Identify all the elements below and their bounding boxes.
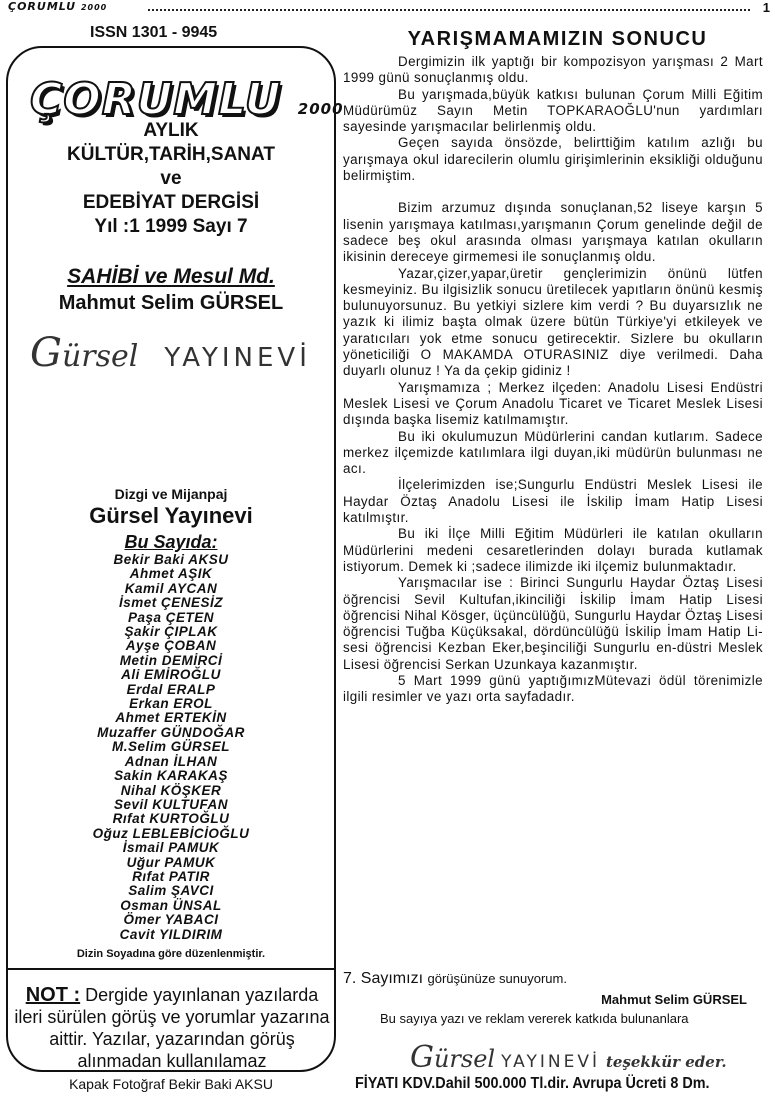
contributor-name: Ali EMİROĞLU [121, 667, 221, 683]
contributor-name: Nihal KÖŞKER [120, 782, 222, 798]
publisher-logo [30, 330, 311, 376]
contributor-name: Ayşe ÇOBAN [125, 638, 217, 654]
magazine-logo-text: ÇORUMLU [30, 74, 282, 125]
article-paragraph: 5 Mart 1999 günü yaptığımızMütevazi ödül törenimizle ilgili resimler ve yazı orta sayfadadır. [343, 672, 763, 705]
contributor-name: Şakir ÇIPLAK [124, 624, 218, 640]
note-text: Dergide yayınlanan yazılarda ileri sürülen görüş ve yorumlar yazarına aittir. Yazılar, yazarından görüş alınmadan kullanılamaz [14, 985, 330, 1071]
article-paragraph: Bizim arzumuz dışında sonuçlanan,52 liseye karşın 5 lisenin yarışmaya katılması,yarışmanın Çorum genelinde değil de sadece beş okul arasında olması yarışmaya katılan okulların ikisinin dereceye girmemesi ile sonuçlanmış oldu. [343, 200, 763, 265]
contributor-name: Ahmet AŞIK [129, 566, 213, 582]
article-title: YARIŞMAMAMIZIN SONUCU [407, 28, 708, 50]
article-paragraph: Yazar,çizer,yapar,üretir gençlerimizin önünü lütfen kesmeyiniz. Bu ilgisizlik sonucu üretilecek yapıtların önünü kesmiş bulunuyorsunuz. Bu yetkiyi sizlere kim verdi ? Bu duyarsızlık ne yazık ki ilimiz başta olmak üzere bütün Türkiye'yi etkileyek ve yaratıcıları yok etme sonucu getirecektir. Sizlere bu okulların yöneticiliği O MAKAMDA OTURASINIZ diye verilmedi. Daha duyarlı olunuz ! Ya da çekip gidiniz ! [343, 265, 763, 379]
contributors-heading: Bu Sayıda: [124, 532, 218, 552]
acknowledgement: Bu sayıya yazı ve reklam vererek katkıda bulunanlara [380, 1011, 689, 1026]
page-number: 1 [762, 0, 770, 15]
contributor-name: Sevil KULTUFAN [113, 796, 228, 812]
magazine-logo [30, 74, 344, 125]
contributor-name: Adnan İLHAN [124, 753, 218, 769]
thanks-logo-yayinevi: YAYINEVİ [501, 1052, 600, 1072]
contributor-name: Erdal ERALP [126, 681, 216, 697]
thanks-logo-rest: ürsel [433, 1045, 496, 1073]
article-paragraph: Bu yarışmada,büyük katkısı bulunan Çorum Milli Eğitim Müdürümüz Sayın Metin TOPKARAOĞLU'nun yardımları sayesinde yarışmacılar belirlenmiş oldu. [343, 86, 763, 135]
header-dotted-rule [148, 9, 750, 11]
page-header [8, 0, 770, 16]
contributors-note: Dizin Soyadına göre düzenlenmiştir. [76, 948, 266, 960]
masthead-line-5: Yıl :1 1999 Sayı 7 [94, 216, 248, 237]
owner-name: Mahmut Selim GÜRSEL [58, 292, 284, 314]
article-closing [343, 970, 567, 988]
masthead-line-4: EDEBİYAT DERGİSİ [82, 192, 260, 213]
contributor-name: Erkan EROL [129, 696, 213, 712]
contributor-name: Osman ÜNSAL [120, 897, 222, 913]
contributor-name: Ahmet ERTEKİN [115, 710, 227, 726]
contributor-name: İsmail PAMUK [122, 840, 220, 856]
header-logo-year: 2000 [80, 3, 108, 12]
article-paragraph: Yarışmamıza ; Merkez ilçeden: Anadolu Lisesi Endüstri Meslek Lisesi ve Çorum Anadolu Ticaret ve Ticaret Meslek Lisesi dışında başka lisemiz katılmamıştır. [343, 379, 763, 428]
note-label: NOT : [25, 984, 81, 1006]
article-signer: Mahmut Selim GÜRSEL [601, 992, 747, 1007]
masthead-line-2: KÜLTÜR,TARİH,SANAT [67, 144, 275, 165]
article-paragraph: Yarışmacılar ise : Birinci Sungurlu Haydar Öztaş Lisesi öğrencisi Sevil Kultufan,ikinciliği İskilip İmam Hatip Lisesi öğrencisi Nihal Kösger, üçüncülüğü, Sungurlu Haydar Öztaş Lisesi öğrencisi Tuğba Küçüksakal, dördüncülüğü İskilip İmam Hatip Li-sesi öğrencisi Kezban Eker,beşinciliği Sungurlu en-düstri Meslek Lisesi öğrencisi Serkan Uzunkaya kazanmıştır. [343, 575, 763, 672]
contributor-name: Kamil AYCAN [124, 580, 218, 596]
thanks-logo-initial: G [410, 1040, 434, 1075]
issn: ISSN 1301 - 9945 [90, 24, 218, 41]
contributor-name: M.Selim GÜRSEL [111, 739, 231, 755]
price-line: FİYATI KDV.Dahil 500.000 Tl.dir. Avrupa Ücreti 8 Dm. [355, 1075, 710, 1092]
owner-label: SAHİBİ ve Mesul Md. [67, 265, 275, 288]
contributor-name: Bekir Baki AKSU [113, 552, 229, 567]
note-block [12, 984, 332, 1072]
article-paragraph: İlçelerimizden ise;Sungurlu Endüstri Meslek Lisesi ile Haydar Öztaş Anadolu Lisesi ile İskilip İmam Hatip Lisesi katılmıştır. [343, 477, 763, 526]
header-logo [8, 0, 107, 13]
thanks-logo [410, 1040, 727, 1075]
publisher-logo-initial: G [30, 330, 62, 376]
contributor-name: Salim ŞAVCI [128, 883, 214, 899]
contributor-name: Ömer YABACI [123, 912, 219, 928]
contributor-name: İsmet ÇENESİZ [118, 595, 224, 611]
article-body [343, 54, 763, 706]
contributors-list [10, 553, 332, 942]
contributor-name: Oğuz LEBLEBİCİOĞLU [92, 825, 250, 841]
contributor-name: Cavit YILDIRIM [119, 926, 223, 942]
publisher-logo-yayinevi: YAYINEVİ [164, 343, 311, 373]
article-paragraph: Geçen sayıda önsözde, belirttiğim katılım azlığı bu yarışmaya okul idarecilerin olumlu girişimlerinin eksikliği olduğunu belirmiştim. [343, 135, 763, 184]
contributor-name: Rıfat PATIR [132, 868, 210, 884]
note-divider [6, 968, 336, 970]
closing-small: görüşünüze sunuyorum. [427, 971, 567, 986]
closing-big: 7. Sayımızı [343, 970, 424, 987]
masthead-line-1: AYLIK [143, 120, 199, 141]
layout-credit-name: Gürsel Yayınevi [89, 503, 253, 528]
contributor-name: Paşa ÇETEN [127, 609, 215, 625]
contributor-name: Sakin KARAKAŞ [114, 768, 228, 784]
cover-credit: Kapak Fotoğraf Bekir Baki AKSU [69, 1076, 273, 1092]
masthead-line-3: ve [160, 168, 182, 189]
contributor-name: Rıfat KURTOĞLU [112, 811, 230, 827]
magazine-logo-year: 2000 [297, 100, 344, 118]
contributor-name: Muzaffer GÜNDOĞAR [97, 724, 245, 740]
contributor-name: Uğur PAMUK [126, 854, 216, 870]
article-paragraph: Bu iki okulumuzun Müdürlerini candan kutlarım. Sadece merkez ilçemizde katılımlara ilgi duyan,iki müdürün bulunması ne acı. [343, 428, 763, 477]
contributor-name: Metin DEMİRCİ [119, 652, 223, 668]
layout-credit-label: Dizgi ve Mijanpaj [114, 486, 228, 502]
article-paragraph: Dergimizin ilk yaptığı bir kompozisyon yarışması 2 Mart 1999 günü sonuçlanmış oldu. [343, 54, 763, 86]
article-paragraph: Bu iki İlçe Milli Eğitim Müdürleri ile katılan okulların Müdürlerini medeni cesaretlerinden dolayı burada kutlamak istiyorum. Demek ki ;sadece ilimizde iki ilçemiz bulunmaktadır. [343, 526, 763, 574]
header-logo-text: ÇORUMLU [8, 0, 77, 13]
publisher-logo-rest: ürsel [61, 339, 139, 374]
thanks-logo-tesekkur: teşekkür eder. [605, 1053, 727, 1071]
